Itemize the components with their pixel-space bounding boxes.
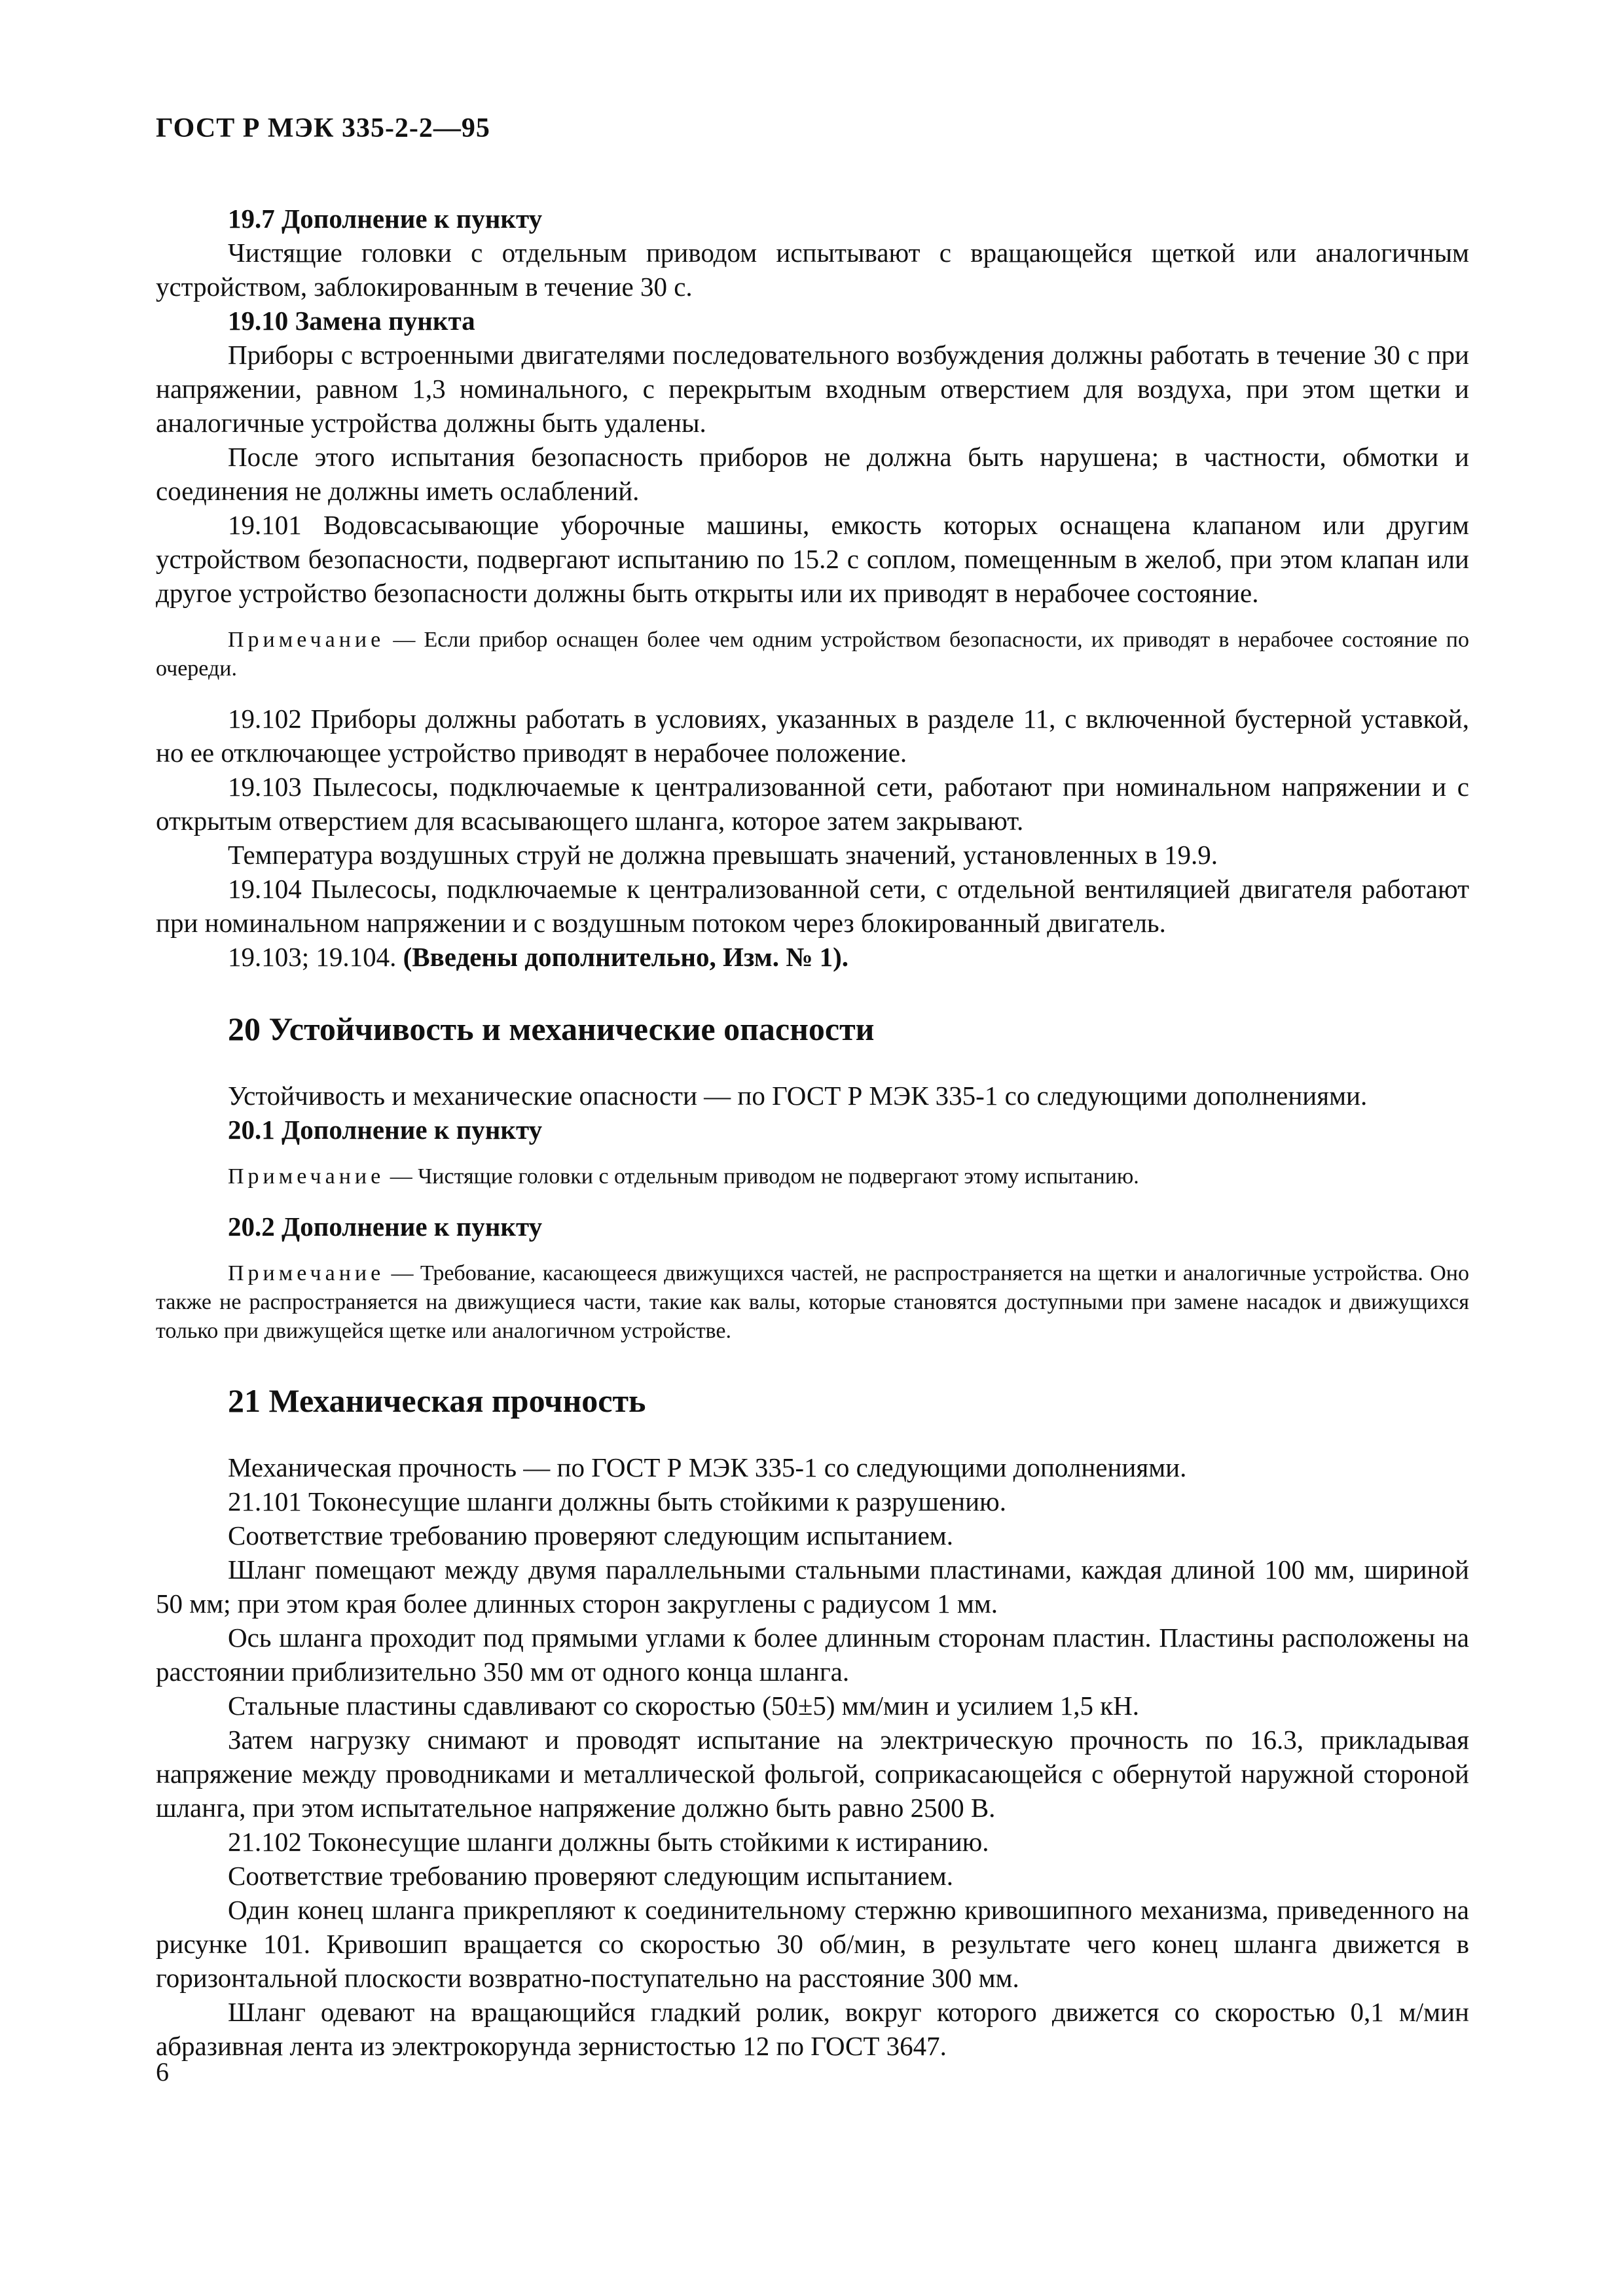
section-21-title: 21 Механическая прочность	[228, 1382, 646, 1419]
document-header: ГОСТ Р МЭК 335-2-2—95	[156, 113, 490, 143]
section-20-title: 20 Устойчивость и механические опасности	[228, 1011, 875, 1047]
roller-text: Шланг одевают на вращающийся гладкий ролик, вокруг которого движется со скоростью 0,1 м/мин абразивная лента из электрокорунда зернистостью 12 по ГОСТ 3647.	[156, 1997, 1469, 2061]
check-text-1: Соответствие требованию проверяют следующим испытанием.	[228, 1520, 953, 1551]
clause-19-101-text: 19.101 Водовсасывающие уборочные машины, емкость которых оснащена клапаном или другим устройством безопасности, подвергают испытанию по 15.2 с соплом, помещенным в желоб, при этом клапан или другое устройство безопасности должны быть открыты или их приводят в нерабочее состояние.	[156, 510, 1469, 608]
clause-20-2-note	[156, 1259, 1469, 1346]
note-text: — Требование, касающееся движущихся частей, не распространяется на щетки и аналогичные устройства. Оно также не распространяется на движущиеся части, такие как валы, которые становятся доступными при замене насадок и движущихся только при движущейся щетке или аналогичном устройстве.	[156, 1261, 1469, 1343]
clause-19-10-text-2: После этого испытания безопасность приборов не должна быть нарушена; в частности, обмотки и соединения не должны иметь ослаблений.	[156, 442, 1469, 506]
clause-19-10-title: 19.10 Замена пункта	[228, 306, 475, 336]
plates-speed-text: Стальные пластины сдавливают со скоростью (50±5) мм/мин и усилием 1,5 кН.	[228, 1691, 1140, 1721]
clause-19-102-text: 19.102 Приборы должны работать в условиях, указанных в разделе 11, с включенной бустерной уставкой, но ее отключающее устройство приводят в нерабочее положение.	[156, 704, 1469, 768]
load-test-text: Затем нагрузку снимают и проводят испытание на электрическую прочность по 16.3, прикладывая напряжение между проводниками и металлической фольгой, соприкасающейся с обернутой наружной стороной шланга, при этом испытательное напряжение должно быть равно 2500 В.	[156, 1725, 1469, 1823]
note-text: — Если прибор оснащен более чем одним устройством безопасности, их приводят в нерабочее состояние по очереди.	[156, 628, 1469, 681]
clause-19-101-note	[156, 626, 1469, 683]
section-20-intro: Устойчивость и механические опасности — по ГОСТ Р МЭК 335-1 со следующими дополнениями.	[228, 1081, 1368, 1111]
clause-19-103-text-1: 19.103 Пылесосы, подключаемые к централизованной сети, работают при номинальном напряжении и с открытым отверстием для всасывающего шланга, которое затем закрывают.	[156, 772, 1469, 836]
amendment-prefix: 19.103; 19.104.	[228, 942, 403, 972]
clause-20-1-note	[156, 1162, 1469, 1191]
clause-19-7-text: Чистящие головки с отдельным приводом испытывают с вращающейся щеткой или аналогичным устройством, заблокированным в течение 30 с.	[156, 238, 1469, 302]
note-text: — Чистящие головки с отдельным приводом не подвергают этому испытанию.	[384, 1164, 1139, 1189]
clause-21-102-text: 21.102 Токонесущие шланги должны быть стойкими к истиранию.	[228, 1827, 989, 1857]
note-label: Примечание	[228, 1261, 385, 1285]
clause-19-104-text: 19.104 Пылесосы, подключаемые к централизованной сети, с отдельной вентиляцией двигателя работают при номинальном напряжении и с воздушным потоком через блокированный двигатель.	[156, 874, 1469, 938]
page-number: 6	[156, 2057, 169, 2087]
hose-axis-text: Ось шланга проходит под прямыми углами к более длинным сторонам пластин. Пластины расположены на расстоянии приблизительно 350 мм от одного конца шланга.	[156, 1623, 1469, 1687]
note-label: Примечание	[228, 628, 385, 652]
clause-19-103-text-2: Температура воздушных струй не должна превышать значений, установленных в 19.9.	[228, 840, 1218, 870]
hose-plates-text: Шланг помещают между двумя параллельными стальными пластинами, каждая длиной 100 мм, шириной 50 мм; при этом края более длинных сторон закруглены с радиусом 1 мм.	[156, 1554, 1469, 1619]
note-label: Примечание	[228, 1164, 385, 1189]
check-text-2: Соответствие требованию проверяют следующим испытанием.	[228, 1861, 953, 1891]
clause-19-7-title: 19.7 Дополнение к пункту	[228, 204, 543, 234]
clause-20-2-title: 20.2 Дополнение к пункту	[228, 1211, 543, 1242]
clause-19-10-text-1: Приборы с встроенными двигателями последовательного возбуждения должны работать в течение 30 с при напряжении, равном 1,3 номинального, с перекрытым входным отверстием для воздуха, при этом щетки и аналогичные устройства должны быть удалены.	[156, 340, 1469, 438]
crank-text: Один конец шланга прикрепляют к соединительному стержню кривошипного механизма, приведенного на рисунке 101. Кривошип вращается со скоростью 30 об/мин, в результате чего конец шланга движется в горизонтальной плоскости возвратно-поступательно на расстояние 300 мм.	[156, 1895, 1469, 1993]
clause-20-1-title: 20.1 Дополнение к пункту	[228, 1115, 543, 1145]
amendment-bold: (Введены дополнительно, Изм. № 1).	[403, 942, 849, 972]
amendment-note	[156, 940, 1469, 974]
clause-21-101-text: 21.101 Токонесущие шланги должны быть стойкими к разрушению.	[228, 1486, 1006, 1516]
section-21-intro: Механическая прочность — по ГОСТ Р МЭК 335-1 со следующими дополнениями.	[228, 1452, 1187, 1482]
